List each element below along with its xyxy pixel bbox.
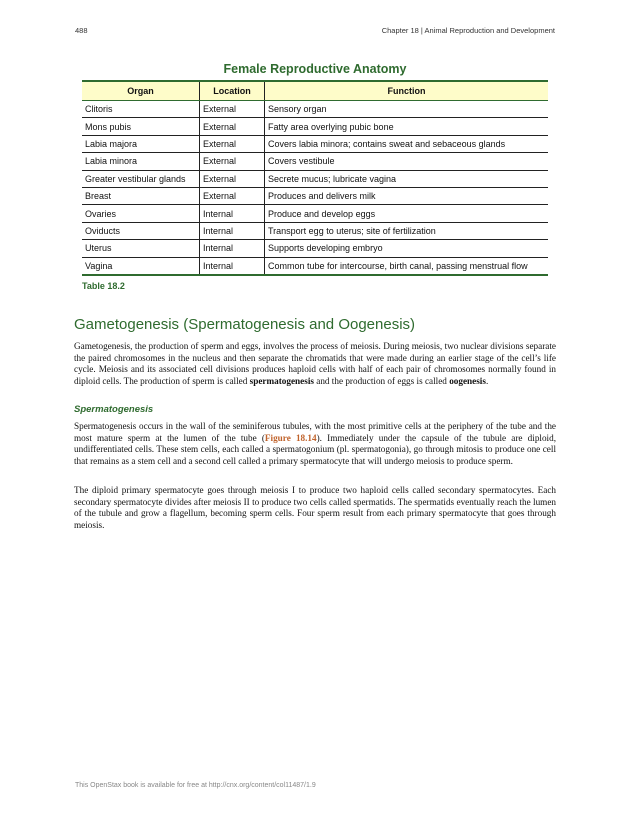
function-cell: Common tube for intercourse, birth canal, passing menstrual flow	[265, 257, 549, 275]
reproductive-anatomy-table	[82, 80, 548, 276]
organ-cell: Mons pubis	[82, 118, 200, 135]
section-heading: Gametogenesis (Spermatogenesis and Oogenesis)	[74, 316, 416, 333]
location-cell: External	[200, 135, 265, 152]
organ-cell: Vagina	[82, 257, 200, 275]
page-number: 488	[75, 26, 88, 35]
location-cell: External	[200, 170, 265, 187]
organ-cell: Labia majora	[82, 135, 200, 152]
table-row	[82, 187, 548, 204]
organ-cell: Greater vestibular glands	[82, 170, 200, 187]
table-row	[82, 153, 548, 170]
column-header-organ: Organ	[82, 81, 200, 101]
organ-cell: Breast	[82, 187, 200, 204]
location-cell: External	[200, 118, 265, 135]
table-title: Female Reproductive Anatomy	[223, 62, 407, 76]
table-row	[82, 135, 548, 152]
figure-link[interactable]: Figure 18.14	[264, 432, 317, 443]
location-cell: External	[200, 101, 265, 118]
location-cell: External	[200, 153, 265, 170]
paragraph-text: The diploid primary spermatocyte goes through meiosis I to produce two haploid cells called secondary spermatocytes. Each secondary spermatocyte divides after meiosis II to produce two cells called spermatids. The spermatids eventually reach the lumen of the tubule and grow a flagellum, becoming sperm cells. Four sperm result from each primary spermatocyte that goes through meiosis.	[74, 485, 556, 530]
location-cell: Internal	[200, 257, 265, 275]
table-row	[82, 170, 548, 187]
key-term-spermatogenesis: spermatogenesis	[249, 375, 314, 386]
function-cell: Produce and develop eggs	[265, 205, 549, 222]
location-cell: Internal	[200, 205, 265, 222]
paragraph-text: Spermatogenesis occurs in the wall of the seminiferous tubules, with the most primitive cells at the periphery of the tube and the most mature sperm at the lumen of the tube (	[74, 421, 556, 443]
location-cell: Internal	[200, 240, 265, 257]
paragraph-text: .	[485, 375, 489, 386]
organ-cell: Clitoris	[82, 101, 200, 118]
location-cell: Internal	[200, 222, 265, 239]
location-cell: External	[200, 187, 265, 204]
organ-cell: Labia minora	[82, 153, 200, 170]
key-term-oogenesis: oogenesis	[449, 375, 486, 386]
chapter-header: Chapter 18 | Animal Reproduction and Development	[381, 26, 555, 35]
table-header-row	[82, 81, 548, 101]
function-cell: Covers vestibule	[265, 153, 549, 170]
organ-cell: Uterus	[82, 240, 200, 257]
table-row	[82, 101, 548, 118]
table-row	[82, 240, 548, 257]
function-cell: Fatty area overlying pubic bone	[265, 118, 549, 135]
organ-cell: Oviducts	[82, 222, 200, 239]
paragraph-text: and the production of eggs is called	[313, 375, 450, 386]
table-row	[82, 222, 548, 239]
function-cell: Covers labia minora; contains sweat and sebaceous glands	[265, 135, 549, 152]
paragraph-text: ). Immediately under the capsule of the tubule are diploid, undifferentiated cells. These stem cells, each called a spermatogonium (pl. spermatogonia), go through mitosis to produce one cell that remains as a stem cell and a second cell called a primary spermatocyte that will undergo meiosis to produce sperm.	[74, 432, 557, 466]
function-cell: Transport egg to uterus; site of fertilization	[265, 222, 549, 239]
table-row	[82, 205, 548, 222]
page-footer: This OpenStax book is available for free at http://cnx.org/content/col11487/1.9	[75, 782, 316, 789]
function-cell: Sensory organ	[265, 101, 549, 118]
table-row	[82, 118, 548, 135]
column-header-function: Function	[265, 81, 549, 101]
spermatogenesis-paragraph	[74, 421, 556, 467]
table-row	[82, 257, 548, 275]
gametogenesis-paragraph	[74, 341, 556, 387]
subsection-heading: Spermatogenesis	[74, 404, 154, 415]
meiosis-paragraph	[74, 485, 556, 531]
column-header-location: Location	[200, 81, 265, 101]
table-caption: Table 18.2	[82, 281, 125, 291]
function-cell: Secrete mucus; lubricate vagina	[265, 170, 549, 187]
organ-cell: Ovaries	[82, 205, 200, 222]
function-cell: Produces and delivers milk	[265, 187, 549, 204]
paragraph-text: Gametogenesis, the production of sperm and eggs, involves the process of meiosis. During meiosis, two nuclear divisions separate the paired chromosomes in the nucleus and then separate the chromatids that were made during an earlier stage of the cell’s life cycle. Meiosis and its associated cell divisions produces haploid cells with half of each pair of chromosomes normally found in diploid cells. The production of sperm is called	[74, 341, 556, 386]
function-cell: Supports developing embryo	[265, 240, 549, 257]
